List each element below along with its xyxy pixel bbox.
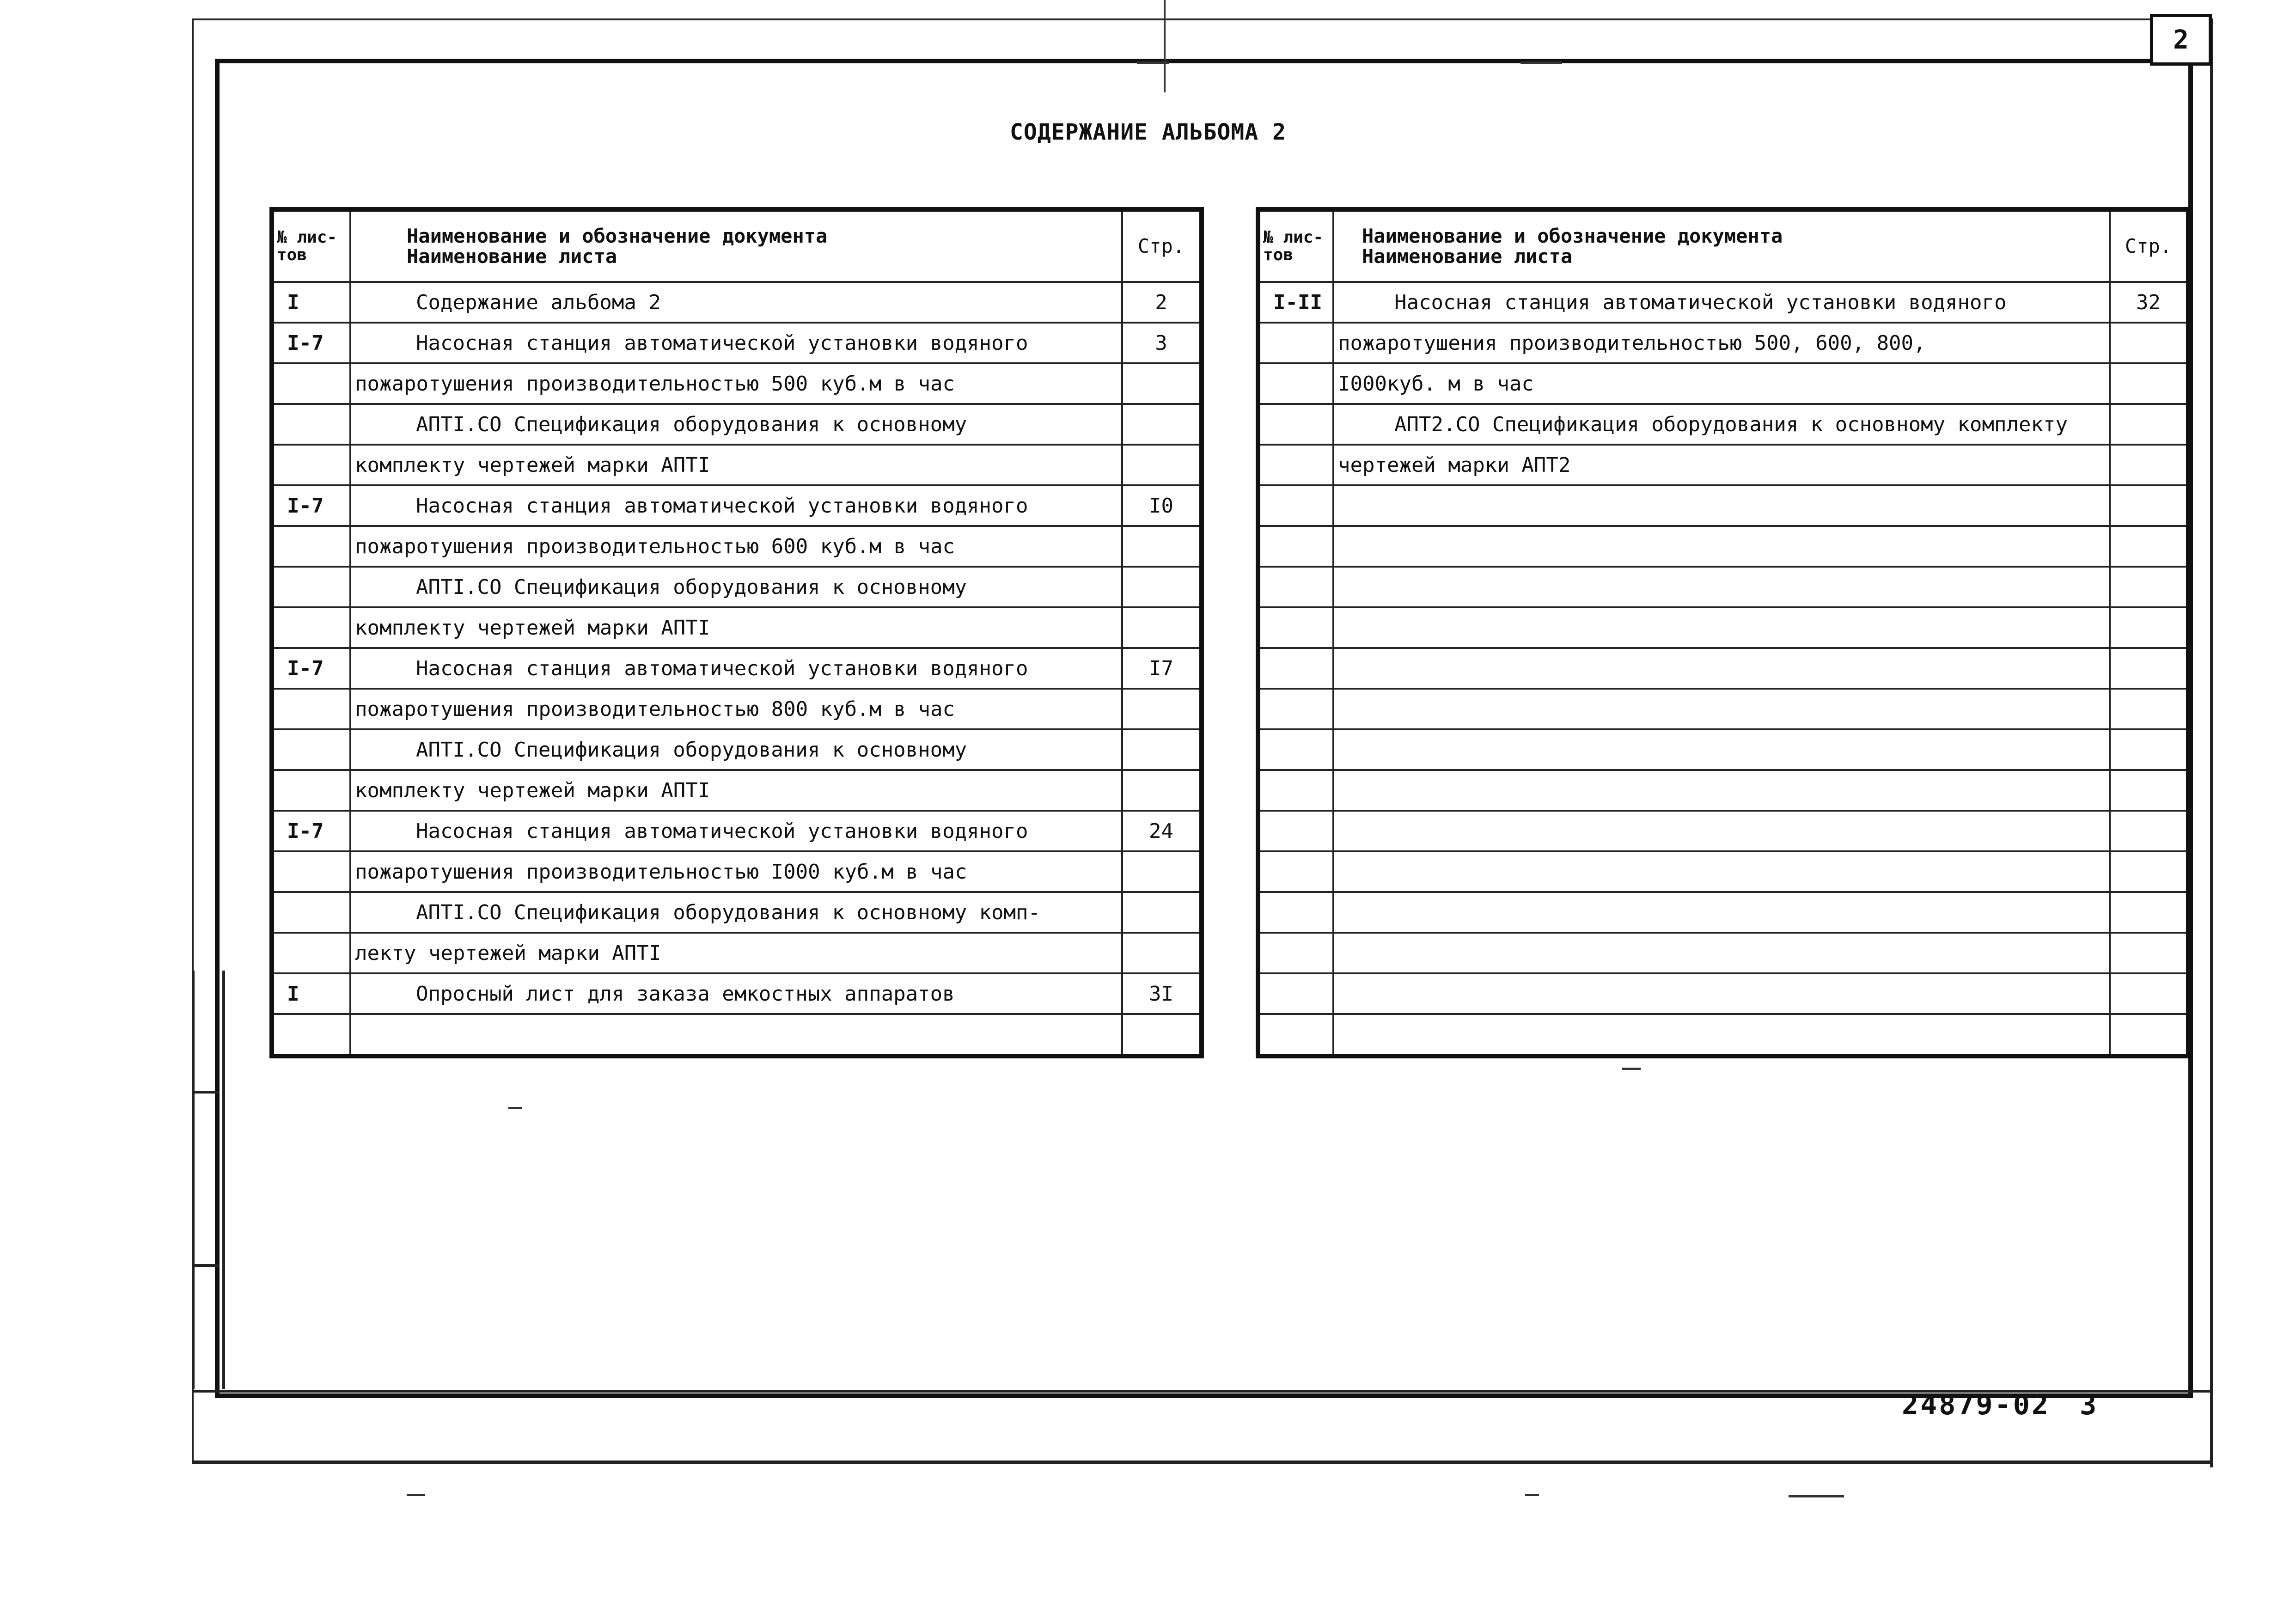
page-number-cell — [2110, 892, 2188, 933]
table-row — [1258, 851, 2188, 892]
sheet-range-cell: I — [272, 282, 350, 323]
page-number-cell — [1122, 607, 1202, 648]
table-row — [1258, 689, 2188, 729]
table-row — [1258, 445, 2188, 485]
table-row — [272, 404, 1202, 445]
outer-frame-right-edge — [2210, 18, 2213, 1467]
table-row — [272, 729, 1202, 770]
page-number-cell — [1122, 445, 1202, 485]
sheet-range-cell: I-7 — [272, 485, 350, 526]
sheet-range-cell: I-7 — [272, 811, 350, 851]
header-document-name — [350, 209, 1122, 282]
sheet-range-cell — [1258, 567, 1333, 607]
document-name-cell: Насосная станция автоматической установки водяного — [350, 811, 1122, 851]
table-row — [1258, 282, 2188, 323]
document-name-cell: АПТI.СО Спецификация оборудования к основному комп- — [350, 892, 1122, 933]
table-row — [272, 973, 1202, 1014]
document-name-cell — [1333, 526, 2110, 567]
table-row — [1258, 811, 2188, 851]
header-sheets-count: № лис- тов — [272, 209, 350, 282]
table-header-row — [272, 209, 1202, 282]
table-row — [1258, 648, 2188, 689]
document-name-cell: комплекту чертежей марки АПТI — [350, 445, 1122, 485]
document-name-cell: Насосная станция автоматической установки водяного — [350, 323, 1122, 363]
page-number-cell — [2110, 445, 2188, 485]
document-name-cell: пожаротушения производительностью I000 куб.м в час — [350, 851, 1122, 892]
document-name-cell — [1333, 607, 2110, 648]
table-row — [272, 648, 1202, 689]
sheet-range-cell — [1258, 851, 1333, 892]
table-row — [272, 485, 1202, 526]
table-row — [272, 1014, 1202, 1056]
header-name-line-1: Наименование и обозначение документа — [407, 225, 828, 247]
table-row — [272, 811, 1202, 851]
table-row — [1258, 567, 2188, 607]
page-number-cell — [2110, 607, 2188, 648]
page-number-cell — [1122, 363, 1202, 404]
sheet-range-cell — [272, 607, 350, 648]
page-number-cell: I0 — [1122, 485, 1202, 526]
scan-mark — [1520, 61, 1562, 64]
sheet-range-cell — [1258, 811, 1333, 851]
page-number-cell — [2110, 485, 2188, 526]
table-row — [1258, 729, 2188, 770]
sheet-range-cell — [272, 770, 350, 811]
page-number-cell — [1122, 770, 1202, 811]
binding-strip-divider — [192, 1264, 220, 1267]
page-number-cell: 32 — [2110, 282, 2188, 323]
document-name-cell — [1333, 1014, 2110, 1056]
table-row — [1258, 1014, 2188, 1056]
sheet-range-cell — [1258, 729, 1333, 770]
document-name-cell — [1333, 648, 2110, 689]
page-number-cell — [1122, 729, 1202, 770]
sheet-range-cell — [1258, 973, 1333, 1014]
document-name-cell — [1333, 973, 2110, 1014]
scan-fold-line — [1164, 0, 1166, 92]
document-name-cell: АПТI.СО Спецификация оборудования к основному — [350, 404, 1122, 445]
page-number-cell: 2 — [1122, 282, 1202, 323]
document-name-cell: Насосная станция автоматической установки водяного — [1333, 282, 2110, 323]
drawing-code — [1902, 1389, 2098, 1421]
document-name-cell — [1333, 689, 2110, 729]
document-name-cell: комплекту чертежей марки АПТI — [350, 770, 1122, 811]
document-name-cell — [1333, 485, 2110, 526]
page-number-cell — [1122, 851, 1202, 892]
sheet-range-cell — [1258, 689, 1333, 729]
page-number-cell — [2110, 770, 2188, 811]
sheet-number-box — [2150, 14, 2212, 66]
table-row — [1258, 892, 2188, 933]
contents-table-left — [269, 207, 1204, 1058]
document-name-cell — [1333, 892, 2110, 933]
sheet-range-cell — [1258, 323, 1333, 363]
page-number-cell: 3I — [1122, 973, 1202, 1014]
page-number-cell — [1122, 892, 1202, 933]
table-header-row — [1258, 209, 2188, 282]
drawing-page-number: 3 — [2080, 1389, 2099, 1421]
sheet-range-cell — [272, 892, 350, 933]
header-sheets-count: № лис- тов — [1258, 209, 1333, 282]
scan-mark — [1525, 1494, 1539, 1496]
table-row — [272, 607, 1202, 648]
page-number-cell — [2110, 404, 2188, 445]
document-name-cell: Содержание альбома 2 — [350, 282, 1122, 323]
page-number-cell — [2110, 567, 2188, 607]
binding-strip-divider — [192, 1091, 220, 1094]
scan-mark — [1622, 1068, 1641, 1070]
table-row — [1258, 770, 2188, 811]
page-number-cell — [2110, 323, 2188, 363]
document-name-cell: АПТ2.СО Спецификация оборудования к основному комплекту — [1333, 404, 2110, 445]
document-name-cell: пожаротушения производительностью 500 куб.м в час — [350, 363, 1122, 404]
document-name-cell: АПТI.СО Спецификация оборудования к основному — [350, 729, 1122, 770]
sheet-range-cell — [1258, 1014, 1333, 1056]
table-row — [272, 933, 1202, 973]
scan-mark — [508, 1107, 522, 1109]
sheet-range-cell: I-7 — [272, 323, 350, 363]
page-number-cell — [1122, 526, 1202, 567]
sheet-range-cell: I-7 — [272, 648, 350, 689]
document-name-cell — [350, 1014, 1122, 1056]
page-number-cell: I7 — [1122, 648, 1202, 689]
page-number-cell — [1122, 933, 1202, 973]
table-row — [272, 282, 1202, 323]
page-number-cell — [2110, 811, 2188, 851]
sheet-range-cell — [1258, 607, 1333, 648]
table-row — [1258, 323, 2188, 363]
page-number-cell — [2110, 363, 2188, 404]
table-row — [1258, 526, 2188, 567]
sheet-range-cell — [1258, 485, 1333, 526]
page-number-cell — [2110, 973, 2188, 1014]
sheet-range-cell — [1258, 770, 1333, 811]
table-row — [272, 526, 1202, 567]
sheet-range-cell — [272, 404, 350, 445]
sheet-range-cell — [1258, 526, 1333, 567]
document-name-cell — [1333, 851, 2110, 892]
document-name-cell — [1333, 811, 2110, 851]
document-name-cell — [1333, 729, 2110, 770]
sheet-range-cell — [272, 567, 350, 607]
sheet-range-cell: I-II — [1258, 282, 1333, 323]
sheet-range-cell — [1258, 648, 1333, 689]
document-name-cell: I000куб. м в час — [1333, 363, 2110, 404]
sheet-range-cell — [1258, 363, 1333, 404]
document-name-cell: пожаротушения производительностью 800 куб.м в час — [350, 689, 1122, 729]
table-row — [272, 567, 1202, 607]
document-title: СОДЕРЖАНИЕ АЛЬБОМА 2 — [1010, 119, 1286, 145]
table-row — [1258, 404, 2188, 445]
table-row — [1258, 363, 2188, 404]
header-document-name — [1333, 209, 2110, 282]
sheet-range-cell — [1258, 404, 1333, 445]
sheet-range-cell — [272, 526, 350, 567]
document-name-cell: Насосная станция автоматической установки водяного — [350, 485, 1122, 526]
table-row — [1258, 933, 2188, 973]
sheet-range-cell: I — [272, 973, 350, 1014]
table-row — [272, 892, 1202, 933]
table-row — [272, 323, 1202, 363]
page-number-cell — [2110, 729, 2188, 770]
header-name-line-2: Наименование листа — [1362, 245, 1573, 268]
header-name-line-2: Наименование листа — [407, 245, 617, 268]
document-name-cell — [1333, 770, 2110, 811]
page-number-cell — [2110, 648, 2188, 689]
scan-mark — [407, 1494, 425, 1496]
document-name-cell: АПТI.СО Спецификация оборудования к основному — [350, 567, 1122, 607]
table-row — [272, 689, 1202, 729]
document-name-cell — [1333, 567, 2110, 607]
document-name-cell: Опросный лист для заказа емкостных аппаратов — [350, 973, 1122, 1014]
page-number-cell: 3 — [1122, 323, 1202, 363]
page-number-cell — [1122, 404, 1202, 445]
page-number-cell — [1122, 1014, 1202, 1056]
sheet-number: 2 — [2173, 24, 2189, 55]
sheet-range-cell — [1258, 892, 1333, 933]
table-row — [1258, 607, 2188, 648]
page-number-cell — [2110, 526, 2188, 567]
binding-strip — [192, 971, 225, 1389]
sheet-range-cell — [272, 445, 350, 485]
header-name-line-1: Наименование и обозначение документа — [1362, 225, 1783, 247]
page-number-cell — [2110, 1014, 2188, 1056]
document-name-cell: комплекту чертежей марки АПТI — [350, 607, 1122, 648]
outer-frame-bottom-edge — [192, 1460, 2213, 1464]
table-row — [272, 445, 1202, 485]
table-row — [1258, 973, 2188, 1014]
sheet-range-cell — [272, 1014, 350, 1056]
document-name-cell: Насосная станция автоматической установки водяного — [350, 648, 1122, 689]
table-row — [272, 770, 1202, 811]
table-row — [272, 363, 1202, 404]
table-row — [272, 851, 1202, 892]
document-name-cell: пожаротушения производительностью 600 куб.м в час — [350, 526, 1122, 567]
header-page: Стр. — [2110, 209, 2188, 282]
page-number-cell — [1122, 689, 1202, 729]
page-number-cell — [1122, 567, 1202, 607]
sheet-range-cell — [1258, 933, 1333, 973]
drawing-code-number: 24879-02 — [1902, 1389, 2050, 1421]
document-name-cell — [1333, 933, 2110, 973]
sheet-range-cell — [272, 933, 350, 973]
sheet-range-cell — [272, 851, 350, 892]
document-name-cell: чертежей марки АПТ2 — [1333, 445, 2110, 485]
page-number-cell — [2110, 933, 2188, 973]
page-number-cell — [2110, 689, 2188, 729]
contents-table-right — [1256, 207, 2191, 1058]
header-page: Стр. — [1122, 209, 1202, 282]
table-row — [1258, 485, 2188, 526]
sheet-range-cell — [272, 689, 350, 729]
document-name-cell: пожаротушения производительностью 500, 600, 800, — [1333, 323, 2110, 363]
sheet-range-cell — [272, 729, 350, 770]
page-number-cell: 24 — [1122, 811, 1202, 851]
scan-mark — [1789, 1495, 1844, 1497]
document-name-cell: лекту чертежей марки АПТI — [350, 933, 1122, 973]
page-number-cell — [2110, 851, 2188, 892]
sheet-range-cell — [1258, 445, 1333, 485]
sheet-range-cell — [272, 363, 350, 404]
